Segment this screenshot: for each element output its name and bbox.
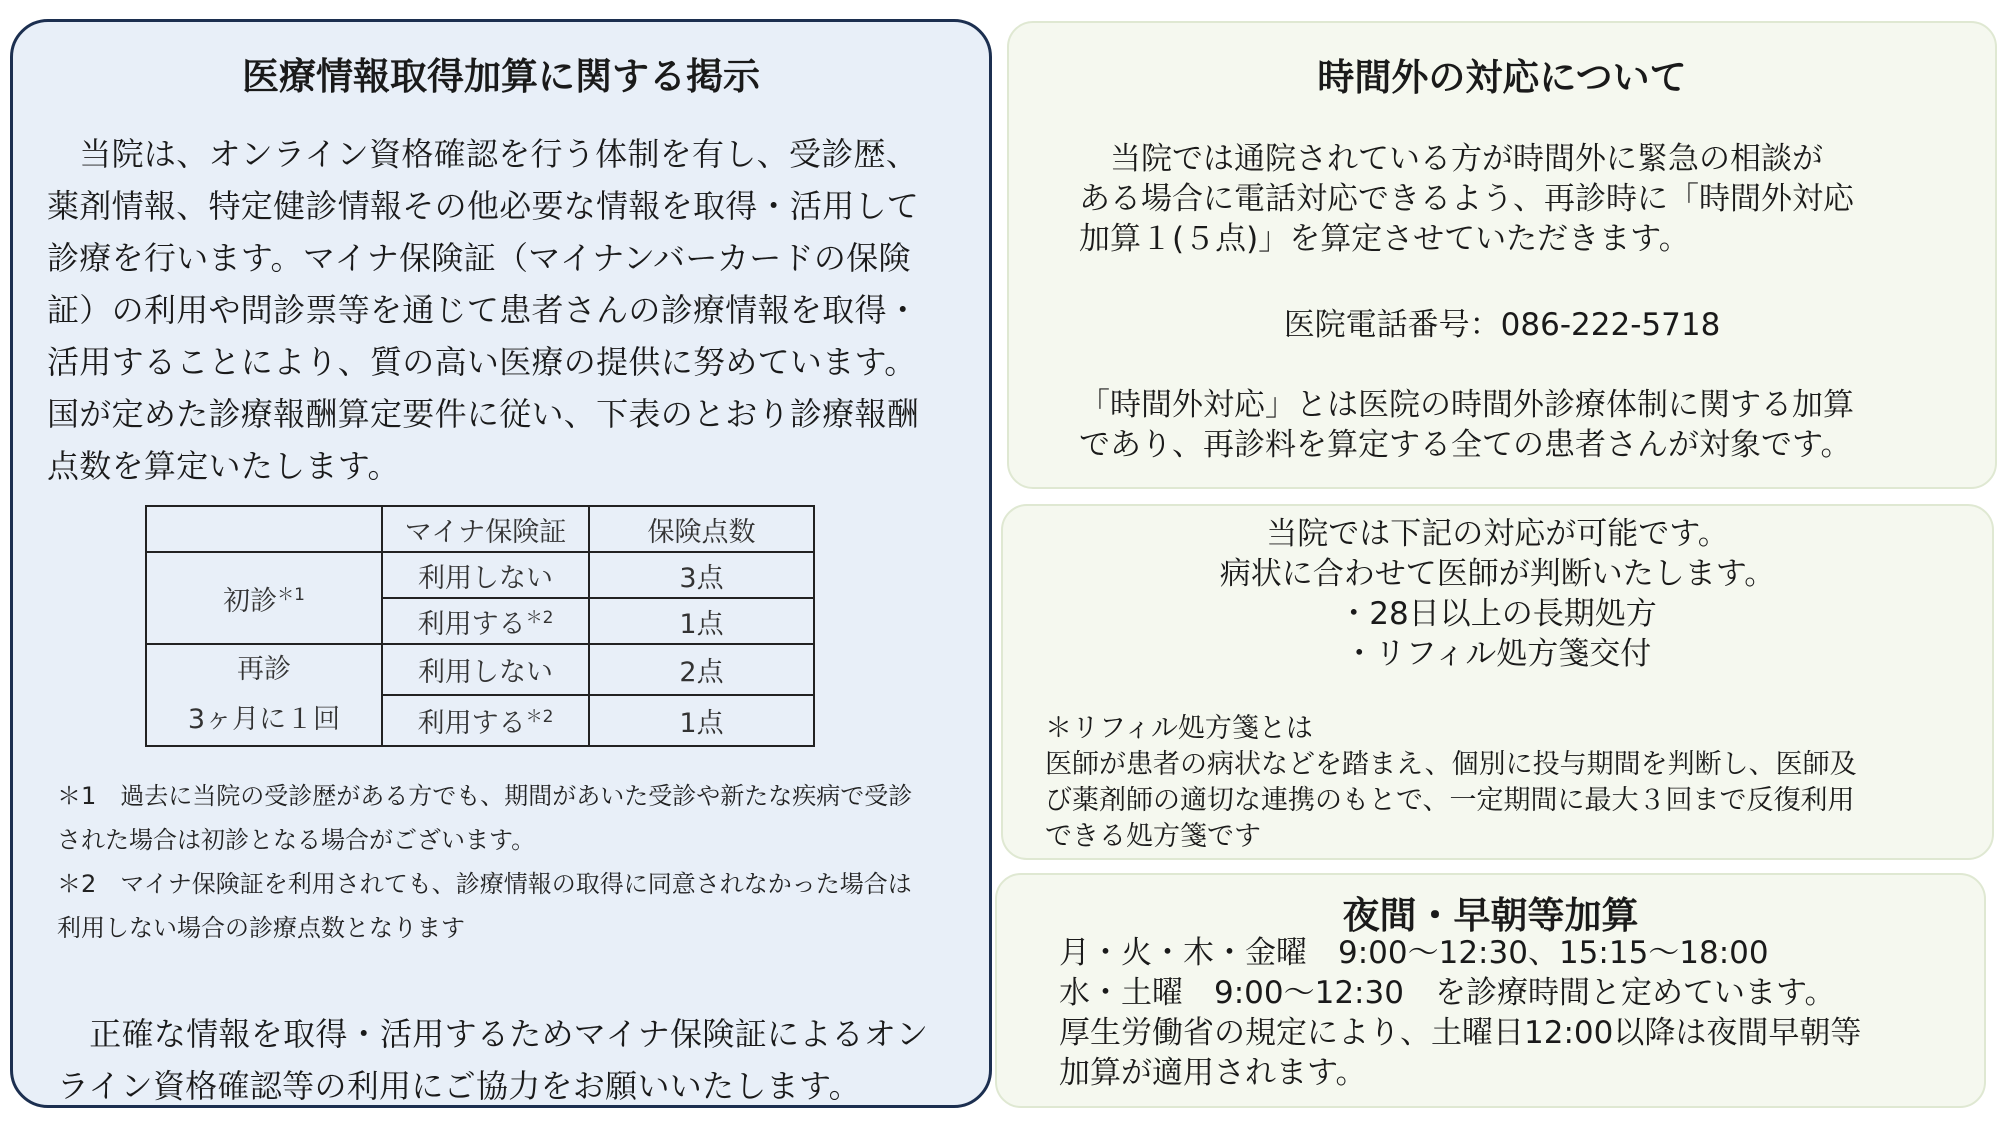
notice-body-line: 当院は、オンライン資格確認を行う体制を有し、受診歴、 [47, 135, 919, 173]
notice-body-line: 診療を行います。マイナ保険証（マイナンバーカードの保険 [47, 239, 911, 277]
table-cell: 2点 [589, 644, 814, 695]
notice-body-line: 薬剤情報、特定健診情報その他必要な情報を取得・活用して [47, 187, 920, 225]
table-header-cell: 保険点数 [589, 506, 814, 552]
table-row [146, 552, 814, 598]
table-cell: 利用しない [382, 644, 589, 695]
table-cell: 1点 [589, 695, 814, 746]
after-hours-body: 当院では通院されている方が時間外に緊急の相談が ある場合に電話対応できるよう、再診時に「時間外対応 加算１(５点)」を算定させていただきます。 [1079, 141, 1854, 257]
first-visit-label: 初診$^{*1}$ [146, 552, 382, 644]
notice-body-line: 点数を算定いたします。 [47, 447, 400, 485]
table-header-cell: マイナ保険証 [382, 506, 589, 552]
prescription-panel [1001, 504, 1994, 860]
after-hours-definition: 「時間外対応」とは医院の時間外診療体制に関する加算 であり、再診料を算定する全ての患者さんが対象です。 [1079, 387, 1854, 463]
revisit-label: 再診 3ヶ月に１回 [146, 644, 382, 746]
footnote-1: ＊1 過去に当院の受診歴がある方でも、期間があいた受診や新たな疾病で受診 された場合は初診となる場合がございます。 [57, 782, 913, 854]
notice-body-line: 証）の利用や問診票等を通じて患者さんの診療情報を取得・ [47, 291, 920, 329]
prescription-options: 当院では下記の対応が可能です。 病状に合わせて医師が判断いたします。 ・28日以上の長期処方 ・リフィル処方箋交付 [1219, 516, 1776, 672]
table-row [146, 644, 814, 695]
closing-message: 正確な情報を取得・活用するためマイナ保険証によるオン ライン資格確認等の利用にご協力をお願いいたします。 [57, 1015, 929, 1105]
night-early-title: 夜間・早朝等加算 [1342, 894, 1639, 937]
after-hours-panel [1007, 21, 1997, 489]
table-cell: 利用する$^{*2}$ [382, 598, 589, 644]
table-header-row [146, 506, 814, 552]
night-early-body: 月・火・木・金曜 9:00～12:30、15:15～18:00 水・土曜 9:00～12:30 を診療時間と定めています。 厚生労働省の規定により、土曜日12:00以降は夜間早朝等 加算が適用されます。 [1059, 935, 1862, 1091]
refill-note: ＊リフィル処方箋とは 医師が患者の病状などを踏まえ、個別に投与期間を判断し、医師及 び薬剤師の適切な連携のもとで、一定期間に最大３回まで反復利用 できる処方箋です [1045, 713, 1857, 852]
notice-body-line: 活用することにより、質の高い医療の提供に努めています。 [47, 343, 917, 381]
notice-title: 医療情報取得加算に関する掲示 [242, 55, 760, 98]
footnote-marker: ＊1 [277, 584, 305, 605]
notice-body-line: 国が定めた診療報酬算定要件に従い、下表のとおり診療報酬 [47, 395, 920, 433]
table-cell: 1点 [589, 598, 814, 644]
clinic-phone: 医院電話番号：086-222-5718 [1283, 307, 1721, 343]
table-cell: 利用しない [382, 552, 589, 598]
notice-body [47, 128, 977, 492]
table-cell: 3点 [589, 552, 814, 598]
footnote-2: ＊2 マイナ保険証を利用されても、診療情報の取得に同意されなかった場合は 利用しない場合の診療点数となります [57, 870, 912, 942]
table-header-cell [146, 506, 382, 552]
night-early-panel [995, 873, 1986, 1108]
footnote-marker: ＊2 [525, 607, 554, 628]
after-hours-title: 時間外の対応について [1317, 56, 1687, 99]
table-cell: 利用する$^{*2}$ [382, 695, 589, 746]
fee-table [145, 505, 815, 747]
footnote-marker: ＊2 [525, 707, 554, 727]
medical-info-notice-panel [10, 19, 992, 1108]
